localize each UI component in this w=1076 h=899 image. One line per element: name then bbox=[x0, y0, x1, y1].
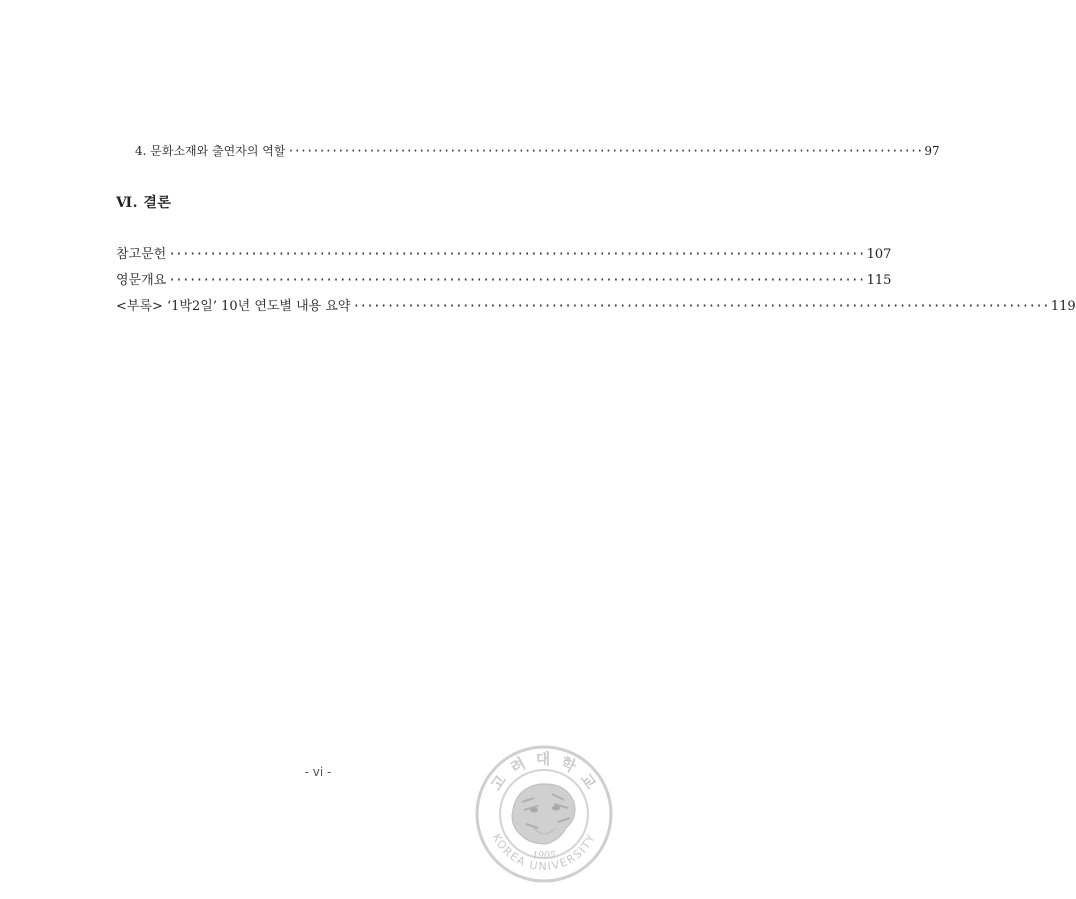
chapter-heading[interactable]: Ⅵ. 결론 bbox=[116, 195, 172, 211]
toc-entry-label: 영문개요 bbox=[116, 273, 167, 288]
toc-dot-leader: ······································································································ bbox=[287, 144, 923, 158]
toc-subitem-page: 97 bbox=[924, 144, 940, 158]
university-seal-watermark bbox=[474, 744, 614, 884]
toc-subitem-label: 4. 문화소재와 출연자의 역할 bbox=[135, 144, 286, 158]
toc-entry-label: <부록> ‘1박2일’ 10년 연도별 내용 요약 bbox=[116, 299, 351, 314]
toc-entry-page: 119 bbox=[1050, 299, 1076, 314]
toc-subitem[interactable] bbox=[135, 142, 940, 159]
toc-entry-page: 115 bbox=[866, 273, 892, 288]
seal-bottom-textpath: KOREA UNIVERSITY bbox=[489, 831, 599, 874]
seal-year: 1905 bbox=[532, 851, 556, 861]
toc-entry-page: 107 bbox=[866, 247, 892, 262]
tiger-head-icon bbox=[512, 784, 575, 844]
toc-entry-label: 참고문헌 bbox=[116, 247, 167, 262]
toc-entry-appendix[interactable] bbox=[116, 295, 1076, 314]
toc-dot-leader: ······································································································ bbox=[168, 247, 865, 262]
toc-entry-english-abstract[interactable] bbox=[116, 269, 892, 288]
toc-entry-references[interactable] bbox=[116, 243, 892, 262]
toc-dot-leader: ······································································································ bbox=[168, 273, 865, 288]
seal-top-textpath: 고 려 대 학 교 bbox=[487, 750, 601, 795]
page-number: - vi - bbox=[304, 765, 332, 779]
toc-dot-leader: ······································································································ bbox=[352, 299, 1049, 314]
